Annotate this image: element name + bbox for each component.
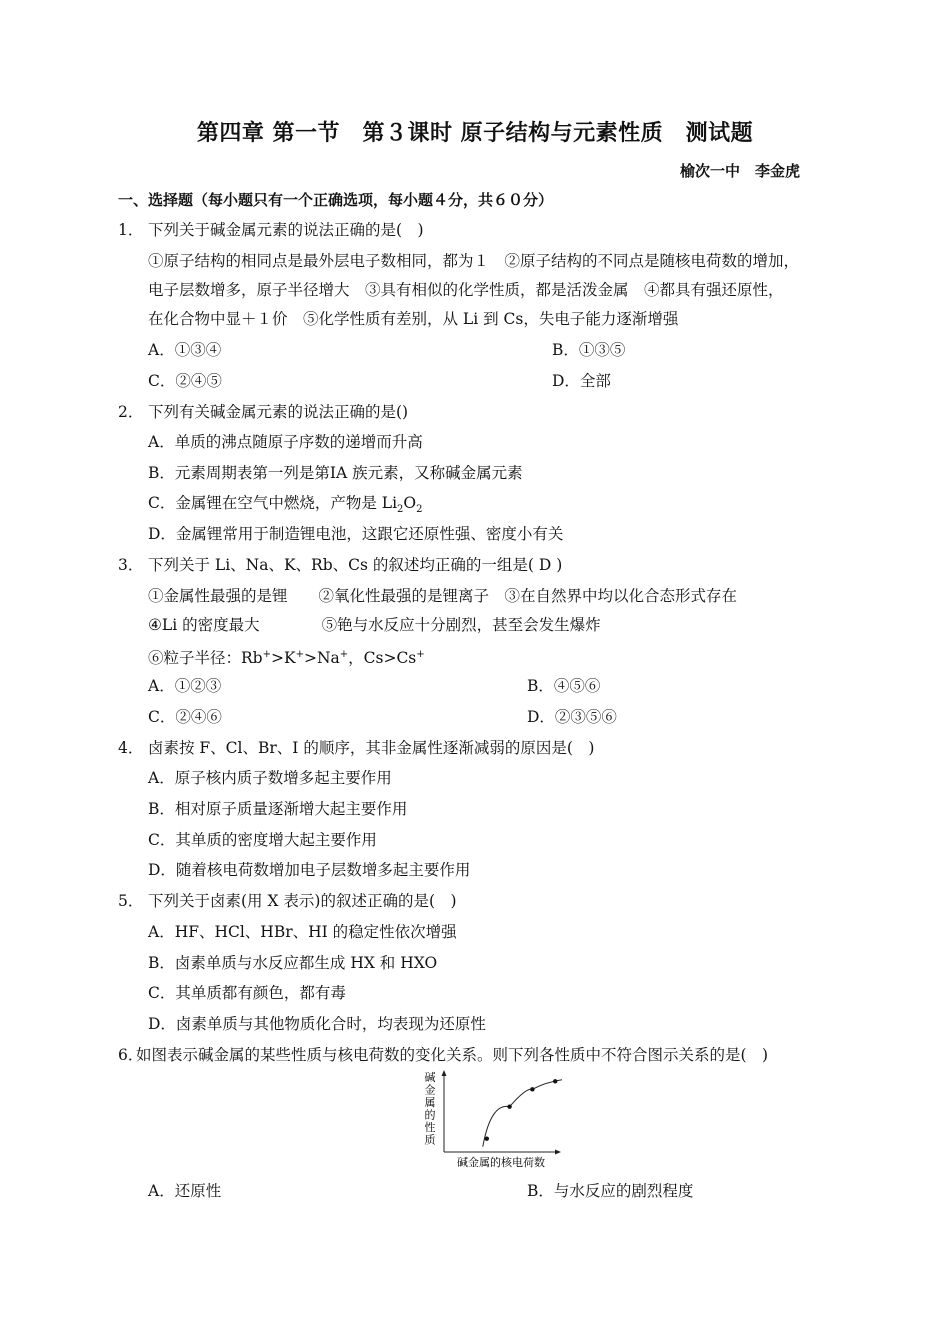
trend-curve xyxy=(483,1079,562,1146)
x-axis-arrow-icon xyxy=(555,1150,561,1155)
option-d[interactable]: D．卤素单质与其他物质化合时，均表现为还原性 xyxy=(148,1015,486,1033)
data-point xyxy=(485,1136,489,1140)
option-d[interactable]: D．全部 xyxy=(552,372,611,390)
statement-line: 在化合物中显＋１价 ⑤化学性质有差别，从 Li 到 Cs，失电子能力逐渐增强 xyxy=(148,310,679,328)
option-a[interactable]: A．①③④ xyxy=(148,341,222,359)
y-axis-label-char: 的 xyxy=(424,1109,436,1122)
subscript: 2 xyxy=(416,504,423,516)
option-d[interactable]: D．金属锂常用于制造锂电池，这跟它还原性强、密度小有关 xyxy=(148,525,564,543)
option-a[interactable]: A．还原性 xyxy=(148,1182,222,1200)
radius-text: ，Cs>Cs xyxy=(348,649,417,668)
statement-line: ④Li 的密度最大 ⑤铯与水反应十分剧烈，甚至会发生爆炸 xyxy=(148,616,601,634)
question-number: 2． xyxy=(118,403,144,421)
y-axis-label-char: 质 xyxy=(424,1134,436,1147)
question-number: 3． xyxy=(118,556,144,574)
question-stem: 下列有关碱金属元素的说法正确的是() xyxy=(148,403,409,421)
option-b[interactable]: B．相对原子质量逐渐增大起主要作用 xyxy=(148,800,408,818)
option-b[interactable]: B．与水反应的剧烈程度 xyxy=(527,1182,694,1200)
statement-line: ①原子结构的相同点是最外层电子数相同，都为１ ②原子结构的不同点是随核电荷数的增加， xyxy=(148,252,800,270)
option-c[interactable]: C．其单质的密度增大起主要作用 xyxy=(148,831,377,849)
y-axis-label-char: 属 xyxy=(424,1097,436,1109)
option-b[interactable]: B．④⑤⑥ xyxy=(527,677,601,695)
formula-element: O xyxy=(403,494,417,512)
radius-text: >Na xyxy=(303,649,340,668)
y-axis-label xyxy=(425,1070,436,1147)
question-stem: 如图表示碱金属的某些性质与核电荷数的变化关系。则下列各性质中不符合图示关系的是( ) xyxy=(136,1046,769,1064)
option-d[interactable]: D．②③⑤⑥ xyxy=(527,708,617,726)
superscript: + xyxy=(295,649,304,660)
y-axis-label-char: 金 xyxy=(424,1084,436,1097)
section-heading: 一、选择题（每小题只有一个正确选项，每小题４分，共６０分） xyxy=(118,191,554,209)
statement-line: 电子层数增多，原子半径增大 ③具有相似的化学性质，都是活泼金属 ④都具有强还原性， xyxy=(148,281,784,299)
option-a[interactable]: A．单质的沸点随原子序数的递增而升高 xyxy=(148,433,423,451)
y-axis-label-char: 碱 xyxy=(424,1072,436,1084)
y-axis-arrow-icon xyxy=(442,1070,447,1076)
statement-line xyxy=(148,645,425,668)
superscript: + xyxy=(262,649,271,660)
radius-text: ⑥粒子半径：Rb xyxy=(148,649,263,668)
y-axis-label-char: 性 xyxy=(424,1122,436,1134)
data-point xyxy=(553,1079,557,1083)
option-a[interactable]: A．原子核内质子数增多起主要作用 xyxy=(148,769,392,787)
option-b[interactable]: B．卤素单质与水反应都生成 HX 和 HXO xyxy=(148,954,438,972)
question-stem: 下列关于 Li、Na、K、Rb、Cs 的叙述均正确的一组是( D ) xyxy=(148,556,563,574)
option-d[interactable]: D．随着核电荷数增加电子层数增多起主要作用 xyxy=(148,861,471,879)
page-title: 第四章 第一节 第３课时 原子结构与元素性质 测试题 xyxy=(196,120,754,146)
question-stem: 下列关于卤素(用 X 表示)的叙述正确的是( ) xyxy=(148,892,457,910)
question-number: 6． xyxy=(118,1046,144,1064)
option-b[interactable]: B．元素周期表第一列是第ⅠA 族元素，又称碱金属元素 xyxy=(148,464,523,482)
question-number: 5． xyxy=(118,892,144,910)
question-number: 4． xyxy=(118,739,144,757)
option-c[interactable] xyxy=(148,493,423,520)
radius-text: >K xyxy=(270,649,296,668)
option-b[interactable]: B．①③⑤ xyxy=(552,341,626,359)
x-axis-label: 碱金属的核电荷数 xyxy=(457,1157,545,1169)
superscript: + xyxy=(416,649,425,660)
subscript: 2 xyxy=(397,504,404,516)
option-c-text: C．金属锂在空气中燃烧，产物是 Li xyxy=(148,494,398,512)
superscript: + xyxy=(339,649,349,660)
data-point xyxy=(530,1087,534,1091)
option-a[interactable]: A．HF、HCl、HBr、HI 的稳定性依次增强 xyxy=(148,923,457,941)
question-stem: 下列关于碱金属元素的说法正确的是( ) xyxy=(148,221,424,239)
option-a[interactable]: A．①②③ xyxy=(148,677,222,695)
option-c[interactable]: C．其单质都有颜色，都有毒 xyxy=(148,984,346,1002)
statement-line: ①金属性最强的是锂 ②氧化性最强的是锂离子 ③在自然界中均以化合态形式存在 xyxy=(148,587,738,605)
data-point xyxy=(507,1104,511,1108)
question-number: 1． xyxy=(118,221,144,239)
question-stem: 卤素按 F、Cl、Br、I 的顺序，其非金属性逐渐减弱的原因是( ) xyxy=(148,739,595,757)
author-line: 榆次一中 李金虎 xyxy=(679,162,800,180)
option-c[interactable]: C．②④⑥ xyxy=(148,708,222,726)
option-c[interactable]: C．②④⑤ xyxy=(148,372,222,390)
alkali-metal-property-chart xyxy=(420,1068,562,1172)
